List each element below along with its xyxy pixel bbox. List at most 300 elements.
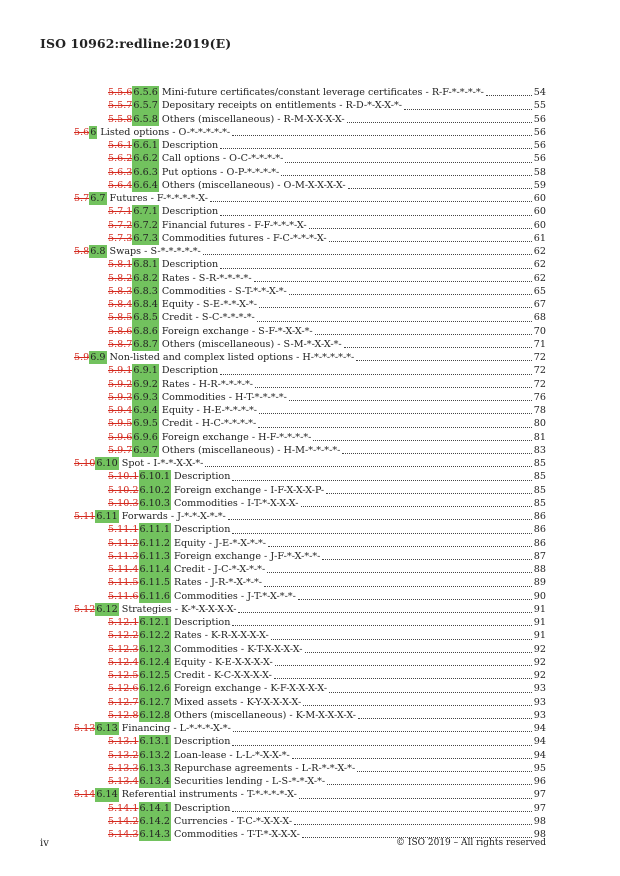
toc-entry-title: Description: [161, 140, 219, 151]
toc-page-number: 94: [533, 749, 546, 761]
toc-old-number: 5.11.4: [108, 564, 139, 575]
toc-entry[interactable]: [74, 523, 546, 536]
toc-dot-leader: [329, 241, 532, 242]
toc-entry[interactable]: [74, 99, 546, 112]
toc-entry-title: Repurchase agreements - L-R-*-*-X-*-: [174, 762, 356, 774]
toc-new-number: 6.5.8: [133, 113, 158, 125]
toc-page-number: 92: [533, 643, 546, 655]
toc-entry-title: Depositary receipts on entitlements - R-D-*-X-X-*-: [161, 100, 402, 112]
toc-entry-title: Rates - S-R-*-*-*-*-: [161, 272, 252, 284]
toc-entry[interactable]: [74, 457, 546, 470]
toc-page-number: 81: [533, 431, 546, 443]
toc-page-number: 92: [533, 656, 546, 668]
toc-entry[interactable]: [74, 285, 546, 298]
toc-page-number: 98: [533, 815, 546, 827]
toc-new-number: 6.12.8: [139, 709, 171, 721]
toc-old-number: 5.7: [74, 193, 90, 204]
toc-page-number: 91: [533, 630, 546, 642]
toc-old-number: 5.8.7: [108, 338, 133, 350]
toc-new-number: 6.11.6: [139, 590, 171, 602]
toc-entry[interactable]: [74, 192, 546, 205]
toc-old-number: 5.11.6: [108, 590, 139, 602]
toc-dot-leader: [220, 268, 532, 269]
toc-old-number: 5.6.3: [108, 166, 133, 178]
toc-old-number: 5.13.1: [108, 736, 139, 748]
toc-entry-title: Financial futures - F-F-*-*-*-X-: [161, 219, 307, 231]
toc-entry-title: Others (miscellaneous) - K-M-X-X-X-X-: [174, 709, 357, 721]
toc-entry-title: Rates - K-R-X-X-X-X-: [174, 630, 269, 642]
toc-old-number: 5.6.2: [108, 153, 133, 165]
toc-new-number: 6.14.1: [139, 802, 171, 814]
toc-dot-leader: [232, 625, 531, 626]
toc-new-number: 6.8.3: [133, 285, 158, 297]
toc-entry[interactable]: [74, 338, 546, 351]
toc-dot-leader: [305, 652, 532, 653]
toc-entry[interactable]: [74, 126, 546, 139]
toc-entry[interactable]: [74, 484, 546, 497]
toc-page-number: 60: [533, 206, 546, 218]
toc-dot-leader: [259, 307, 532, 308]
toc-old-number: 5.13.3: [108, 762, 139, 774]
toc-old-number: 5.8.3: [108, 285, 133, 297]
toc-entry[interactable]: [74, 603, 546, 616]
toc-new-number: 6.11.3: [139, 550, 171, 562]
toc-entry-title: Description: [161, 365, 219, 377]
toc-dot-leader: [404, 109, 532, 110]
toc-new-number: 6.8: [90, 246, 106, 257]
toc-new-number: 6.11.5: [139, 577, 171, 589]
toc-entry[interactable]: [74, 417, 546, 430]
toc-entry-title: Equity - H-E-*-*-*-*-: [161, 405, 258, 416]
toc-page-number: 72: [533, 378, 546, 390]
toc-entry-title: Strategies - K-*-X-X-X-X-: [121, 603, 237, 615]
toc-dot-leader: [289, 400, 532, 401]
toc-page-number: 56: [533, 126, 546, 138]
toc-entry-title: Equity - J-E-*-X-*-*-: [174, 537, 267, 549]
toc-entry-title: Description: [161, 206, 219, 218]
toc-new-number: 6.11.1: [139, 524, 171, 536]
toc-dot-leader: [264, 586, 532, 587]
toc-new-number: 6.9.6: [133, 431, 158, 443]
toc-dot-leader: [275, 665, 532, 666]
toc-entry[interactable]: [74, 762, 546, 775]
toc-entry-title: Description: [161, 259, 219, 271]
toc-new-number: 6.5.7: [133, 100, 158, 112]
toc-new-number: 6.9.5: [133, 418, 158, 430]
toc-dot-leader: [329, 692, 532, 693]
toc-entry[interactable]: [74, 166, 546, 179]
toc-new-number: 6.12: [96, 603, 118, 615]
toc-entry[interactable]: [74, 735, 546, 748]
toc-dot-leader: [309, 228, 532, 229]
toc-entry-title: Call options - O-C-*-*-*-*-: [161, 153, 284, 165]
toc-old-number: 5.8.4: [108, 299, 133, 310]
toc-page-number: 87: [533, 550, 546, 562]
toc-entry[interactable]: [74, 669, 546, 682]
toc-new-number: 6.13.4: [139, 776, 171, 787]
toc-page-number: 56: [533, 113, 546, 125]
toc-entry[interactable]: [74, 576, 546, 589]
copyright-notice: © ISO 2019 – All rights reserved: [396, 838, 546, 848]
toc-dot-leader: [322, 559, 531, 560]
toc-new-number: 6.13: [96, 723, 118, 734]
toc-page-number: 59: [533, 179, 546, 191]
toc-entry[interactable]: [74, 775, 546, 788]
toc-entry[interactable]: [74, 139, 546, 152]
toc-page-number: 94: [533, 723, 546, 734]
toc-entry[interactable]: [74, 537, 546, 550]
toc-entry[interactable]: [74, 656, 546, 669]
toc-new-number: 6.7.1: [133, 206, 158, 218]
toc-entry-title: Commodities futures - F-C-*-*-*-X-: [161, 232, 327, 244]
toc-entry[interactable]: [74, 258, 546, 271]
toc-new-number: 6.14: [96, 789, 118, 801]
toc-old-number: 5.12.8: [108, 709, 139, 721]
toc-new-number: 6.9.4: [133, 405, 158, 416]
toc-page-number: 95: [533, 762, 546, 774]
toc-new-number: 6.7.2: [133, 219, 158, 231]
toc-dot-leader: [358, 718, 532, 719]
toc-entry[interactable]: [74, 815, 546, 828]
toc-page-number: 65: [533, 285, 546, 297]
toc-old-number: 5.14.3: [108, 829, 139, 840]
toc-page-number: 72: [533, 352, 546, 363]
toc-old-number: 5.8.5: [108, 312, 133, 324]
toc-page-number: 61: [533, 232, 546, 244]
toc-new-number: 6.10: [96, 458, 118, 469]
toc-dot-leader: [220, 148, 532, 149]
toc-dot-leader: [232, 811, 531, 812]
toc-old-number: 5.8: [74, 246, 90, 257]
toc-old-number: 5.12: [74, 603, 96, 615]
toc-page-number: 85: [533, 471, 546, 483]
toc-dot-leader: [326, 493, 532, 494]
toc-old-number: 5.5.7: [108, 100, 133, 112]
toc-old-number: 5.6.4: [108, 179, 133, 191]
toc-old-number: 5.6: [74, 126, 90, 138]
toc-entry-title: Commodities - T-T-*-X-X-X-: [174, 829, 300, 840]
toc-entry[interactable]: [74, 682, 546, 695]
toc-entry-title: Credit - H-C-*-*-*-*-: [161, 418, 257, 430]
toc-entry-title: Commodities - J-T-*-X-*-*-: [174, 590, 296, 602]
toc-entry-title: Currencies - T-C-*-X-X-X-: [174, 815, 293, 827]
toc-old-number: 5.14.2: [108, 815, 139, 827]
toc-page-number: 58: [533, 166, 546, 178]
toc-entry[interactable]: [74, 152, 546, 165]
toc-new-number: 6.6.3: [133, 166, 158, 178]
toc-entry[interactable]: [74, 86, 546, 99]
toc-old-number: 5.12.1: [108, 617, 139, 628]
toc-entry-title: Credit - K-C-X-X-X-X-: [174, 670, 272, 681]
toc-entry-title: Description: [174, 617, 231, 628]
toc-entry[interactable]: [74, 431, 546, 444]
toc-entry[interactable]: [74, 404, 546, 417]
toc-dot-leader: [274, 678, 532, 679]
toc-page-number: 92: [533, 670, 546, 681]
toc-page-number: 97: [533, 789, 546, 801]
toc-old-number: 5.10.1: [108, 471, 139, 483]
toc-dot-leader: [267, 572, 532, 573]
toc-page-number: 93: [533, 709, 546, 721]
toc-dot-leader: [232, 135, 532, 136]
page-footer: [40, 838, 546, 849]
toc-page-number: 91: [533, 603, 546, 615]
toc-entry[interactable]: [74, 364, 546, 377]
toc-entry[interactable]: [74, 391, 546, 404]
toc-entry[interactable]: [74, 590, 546, 603]
document-header: ISO 10962:redline:2019(E): [40, 36, 232, 51]
toc-dot-leader: [232, 533, 531, 534]
toc-entry-title: Securities lending - L-S-*-*-X-*-: [174, 776, 326, 787]
toc-old-number: 5.12.5: [108, 670, 139, 681]
toc-page-number: 89: [533, 577, 546, 589]
toc-old-number: 5.9.2: [108, 378, 133, 390]
toc-entry[interactable]: [74, 444, 546, 457]
toc-dot-leader: [203, 254, 532, 255]
toc-old-number: 5.12.2: [108, 630, 139, 642]
toc-page-number: 85: [533, 484, 546, 496]
toc-page-number: 85: [533, 458, 546, 469]
toc-new-number: 6.14.2: [139, 815, 171, 827]
toc-entry[interactable]: [74, 709, 546, 722]
toc-entry-title: Others (miscellaneous) - S-M-*-X-X-*-: [161, 338, 342, 350]
toc-entry[interactable]: [74, 788, 546, 801]
toc-page-number: 62: [533, 272, 546, 284]
toc-entry-title: Credit - J-C-*-X-*-*-: [174, 564, 266, 575]
toc-dot-leader: [348, 188, 532, 189]
toc-new-number: 6.11.2: [139, 537, 171, 549]
toc-new-number: 6.8.2: [133, 272, 158, 284]
toc-old-number: 5.9.6: [108, 431, 133, 443]
toc-entry[interactable]: [74, 550, 546, 563]
toc-entry[interactable]: [74, 802, 546, 815]
toc-entry-title: Referential instruments - T-*-*-*-*-X-: [121, 789, 297, 801]
toc-new-number: 6.7.3: [133, 232, 158, 244]
toc-old-number: 5.12.3: [108, 643, 139, 655]
toc-new-number: 6.13.3: [139, 762, 171, 774]
toc-new-number: 6.13.1: [139, 736, 171, 748]
toc-page-number: 55: [533, 100, 546, 112]
toc-old-number: 5.5.6: [108, 87, 133, 98]
toc-dot-leader: [210, 201, 532, 202]
toc-entry-title: Swaps - S-*-*-*-*-*-: [109, 246, 201, 257]
toc-entry[interactable]: [74, 351, 546, 364]
toc-dot-leader: [233, 731, 532, 732]
toc-new-number: 6.9.1: [133, 365, 158, 377]
toc-page-number: 86: [533, 524, 546, 536]
toc-new-number: 6.12.3: [139, 643, 171, 655]
toc-entry-title: Foreign exchange - S-F-*-X-X-*-: [161, 325, 313, 337]
toc-entry[interactable]: [74, 563, 546, 576]
toc-old-number: 5.13.4: [108, 776, 139, 787]
toc-entry[interactable]: [74, 470, 546, 483]
toc-old-number: 5.14: [74, 789, 96, 801]
toc-new-number: 6.14.3: [139, 829, 171, 840]
page-number: iv: [40, 838, 49, 849]
toc-new-number: 6.12.4: [139, 656, 171, 668]
toc-new-number: 6.8.5: [133, 312, 158, 324]
toc-new-number: 6.6.1: [133, 140, 158, 151]
toc-dot-leader: [285, 162, 531, 163]
toc-entry[interactable]: [74, 696, 546, 709]
toc-page-number: 71: [533, 338, 546, 350]
toc-page-number: 86: [533, 511, 546, 522]
toc-dot-leader: [357, 771, 532, 772]
toc-entry-title: Rates - H-R-*-*-*-*-: [161, 378, 254, 390]
toc-entry-title: Commodities - I-T-*-X-X-X-: [174, 497, 299, 509]
toc-entry[interactable]: [74, 205, 546, 218]
toc-old-number: 5.11: [74, 511, 96, 522]
toc-page-number: 54: [533, 87, 546, 98]
toc-dot-leader: [281, 175, 532, 176]
toc-entry[interactable]: [74, 311, 546, 324]
toc-old-number: 5.6.1: [108, 140, 133, 151]
toc-dot-leader: [258, 427, 532, 428]
toc-new-number: 6.13.2: [139, 749, 171, 761]
toc-old-number: 5.9.1: [108, 365, 133, 377]
toc-dot-leader: [342, 453, 531, 454]
toc-page-number: 86: [533, 537, 546, 549]
toc-dot-leader: [299, 798, 532, 799]
toc-new-number: 6.10.3: [139, 497, 171, 509]
toc-entry[interactable]: [74, 749, 546, 762]
toc-old-number: 5.9.3: [108, 391, 133, 403]
toc-dot-leader: [292, 758, 532, 759]
toc-entry-title: Forwards - J-*-*-X-*-*-: [121, 511, 226, 522]
toc-page-number: 83: [533, 444, 546, 456]
toc-entry-title: Mini-future certificates/constant leverage certificates - R-F-*-*-*-*-: [161, 87, 484, 98]
toc-new-number: 6.9: [90, 352, 106, 363]
toc-entry[interactable]: [74, 325, 546, 338]
toc-entry-title: Futures - F-*-*-*-*-X-: [109, 193, 208, 204]
toc-old-number: 5.9: [74, 352, 90, 363]
toc-page-number: 85: [533, 497, 546, 509]
toc-entry[interactable]: [74, 378, 546, 391]
toc-entry[interactable]: [74, 722, 546, 735]
toc-old-number: 5.7.1: [108, 206, 133, 218]
toc-dot-leader: [313, 440, 531, 441]
toc-entry[interactable]: [74, 232, 546, 245]
toc-entry-title: Put options - O-P-*-*-*-*-: [161, 166, 280, 178]
toc-entry-title: Commodities - S-T-*-*-X-*-: [161, 285, 287, 297]
toc-new-number: 6.10.2: [139, 484, 171, 496]
toc-entry-title: Non-listed and complex listed options - H-*-*-*-*-*-: [109, 352, 355, 363]
toc-entry[interactable]: [74, 113, 546, 126]
toc-new-number: 6.12.2: [139, 630, 171, 642]
toc-new-number: 6.7: [90, 193, 106, 204]
toc-new-number: 6.11.4: [139, 564, 171, 575]
toc-entry-title: Description: [174, 736, 231, 748]
toc-dot-leader: [294, 824, 532, 825]
toc-old-number: 5.11.5: [108, 577, 139, 589]
toc-new-number: 6.5.6: [133, 87, 158, 98]
toc-entry-title: Listed options - O-*-*-*-*-*-: [100, 126, 231, 138]
toc-entry-title: Others (miscellaneous) - H-M-*-*-*-*-: [161, 444, 341, 456]
toc-dot-leader: [257, 321, 532, 322]
toc-entry-title: Foreign exchange - I-F-X-X-X-P-: [174, 484, 325, 496]
toc-new-number: 6.6.4: [133, 179, 158, 191]
toc-entry-title: Foreign exchange - K-F-X-X-X-X-: [174, 683, 328, 695]
toc-old-number: 5.11.1: [108, 524, 139, 536]
toc-new-number: 6.8.7: [133, 338, 158, 350]
toc-old-number: 5.14.1: [108, 802, 139, 814]
toc-entry[interactable]: [74, 179, 546, 192]
toc-dot-leader: [298, 599, 532, 600]
toc-old-number: 5.7.2: [108, 219, 133, 231]
toc-entry[interactable]: [74, 245, 546, 258]
toc-entry-title: Foreign exchange - J-F-*-X-*-*-: [174, 550, 321, 562]
toc-entry[interactable]: [74, 629, 546, 642]
toc-page-number: 56: [533, 140, 546, 151]
toc-page-number: 60: [533, 193, 546, 204]
toc-entry-title: Description: [174, 471, 231, 483]
toc-entry-title: Credit - S-C-*-*-*-*-: [161, 312, 255, 324]
toc-new-number: 6.10.1: [139, 471, 171, 483]
toc-old-number: 5.10.2: [108, 484, 139, 496]
toc-page-number: 80: [533, 418, 546, 430]
toc-page-number: 94: [533, 736, 546, 748]
toc-dot-leader: [220, 374, 532, 375]
toc-old-number: 5.13.2: [108, 749, 139, 761]
toc-page-number: 56: [533, 153, 546, 165]
toc-page-number: 67: [533, 299, 546, 310]
table-of-contents: [74, 86, 546, 841]
toc-page-number: 91: [533, 617, 546, 628]
toc-new-number: 6.9.2: [133, 378, 158, 390]
toc-entry-title: Others (miscellaneous) - R-M-X-X-X-X-: [161, 113, 345, 125]
toc-entry-title: Commodities - K-T-X-X-X-X-: [174, 643, 303, 655]
toc-new-number: 6.12.7: [139, 696, 171, 708]
toc-dot-leader: [228, 519, 532, 520]
toc-new-number: 6.6.2: [133, 153, 158, 165]
toc-dot-leader: [232, 480, 531, 481]
toc-entry[interactable]: [74, 298, 546, 311]
toc-entry-title: Commodities - H-T-*-*-*-*-: [161, 391, 287, 403]
toc-new-number: 6: [90, 126, 97, 138]
toc-entry-title: Rates - J-R-*-X-*-*-: [174, 577, 263, 589]
toc-entry[interactable]: [74, 219, 546, 232]
toc-page-number: 60: [533, 219, 546, 231]
toc-entry-title: Financing - L-*-*-*-X-*-: [121, 723, 231, 734]
toc-entry-title: Foreign exchange - H-F-*-*-*-*-: [161, 431, 312, 443]
toc-dot-leader: [268, 546, 532, 547]
toc-old-number: 5.9.7: [108, 444, 133, 456]
toc-entry[interactable]: [74, 497, 546, 510]
toc-dot-leader: [301, 506, 532, 507]
toc-page-number: 98: [533, 829, 546, 840]
toc-entry[interactable]: [74, 643, 546, 656]
toc-dot-leader: [356, 360, 532, 361]
toc-new-number: 6.9.7: [133, 444, 158, 456]
toc-entry-title: Loan-lease - L-L-*-X-X-*-: [174, 749, 290, 761]
toc-entry-title: Description: [174, 802, 231, 814]
toc-new-number: 6.12.1: [139, 617, 171, 628]
toc-new-number: 6.12.6: [139, 683, 171, 695]
toc-new-number: 6.9.3: [133, 391, 158, 403]
toc-old-number: 5.12.6: [108, 683, 139, 695]
toc-old-number: 5.11.2: [108, 537, 139, 549]
toc-entry[interactable]: [74, 510, 546, 523]
toc-old-number: 5.13: [74, 723, 96, 734]
toc-entry[interactable]: [74, 616, 546, 629]
toc-entry[interactable]: [74, 272, 546, 285]
toc-dot-leader: [205, 466, 531, 467]
toc-dot-leader: [232, 745, 531, 746]
toc-old-number: 5.10: [74, 458, 96, 469]
toc-old-number: 5.12.4: [108, 656, 139, 668]
toc-new-number: 6.11: [96, 511, 118, 522]
toc-dot-leader: [271, 639, 532, 640]
